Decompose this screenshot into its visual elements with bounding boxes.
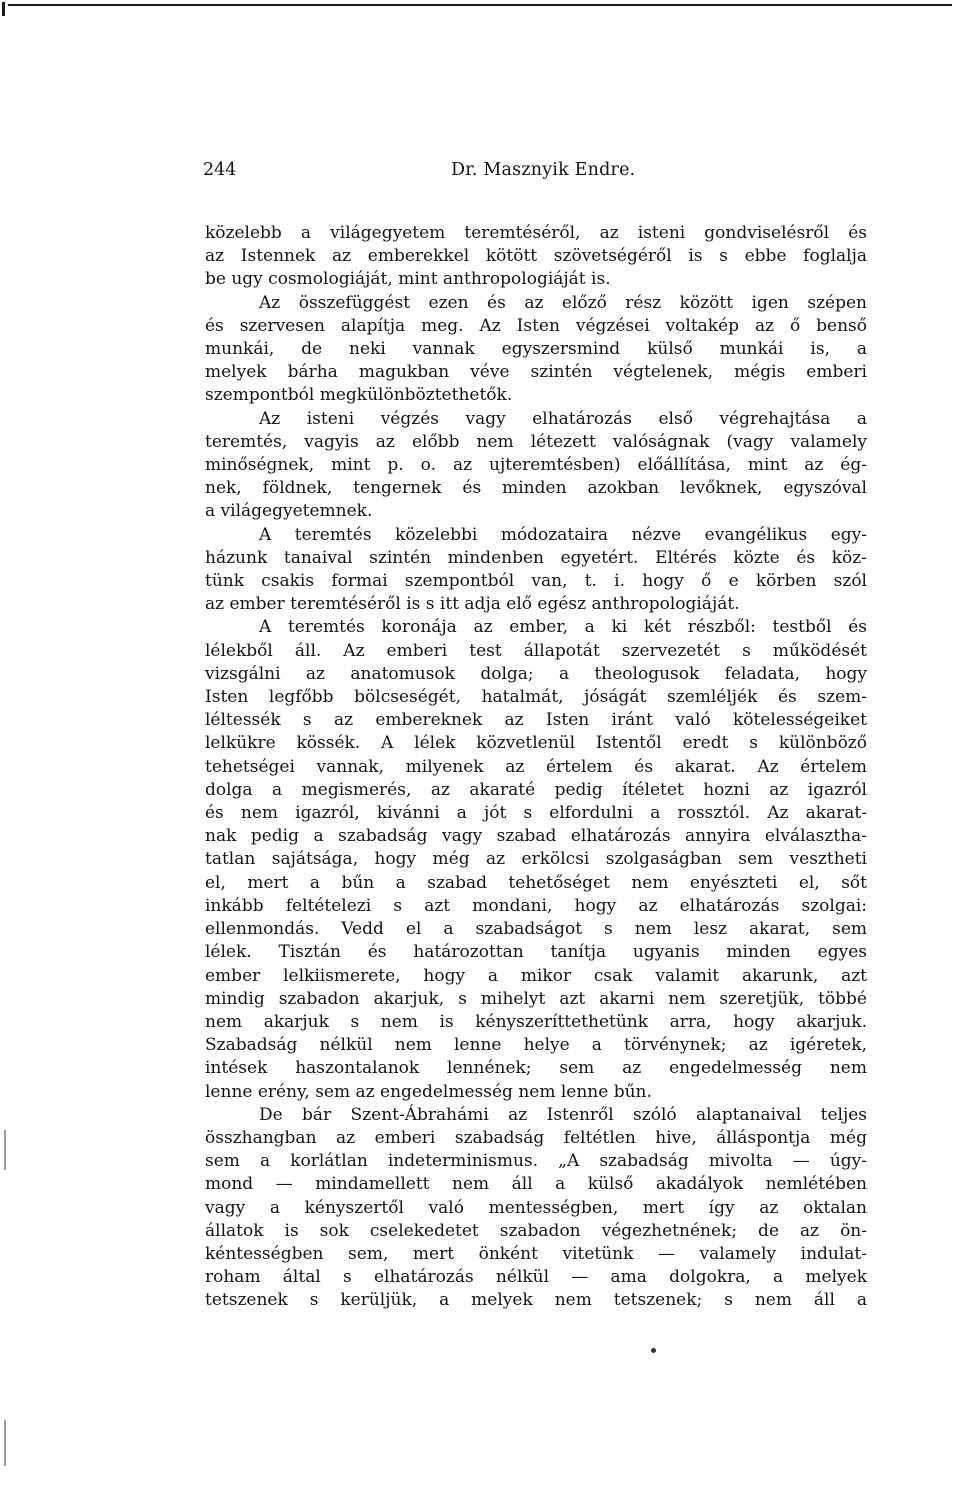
scan-edge-mark bbox=[2, 2, 5, 16]
text-line: A teremtés koronája az ember, a ki két részből: testből és bbox=[259, 617, 867, 638]
text-line: tünk csakis formai szempontból van, t. i. hogy ő e körben szól bbox=[205, 571, 867, 592]
text-line: el, mert a bűn a szabad tehetőséget nem enyészteti el, sőt bbox=[205, 872, 867, 893]
text-line: minőségnek, mint p. o. az ujteremtésben) előállítása, mint az ég- bbox=[205, 455, 867, 476]
text-line: Szabadság nélkül nem lenne helye a törvénynek; az igéretek, bbox=[205, 1035, 867, 1056]
page-number: 244 bbox=[203, 160, 237, 180]
text-line: be ugy cosmologiáját, mint anthropologiáját is. bbox=[205, 269, 611, 290]
text-line: intések haszontalanok lennének; sem az engedelmesség nem bbox=[205, 1058, 867, 1079]
text-line: melyek bárha magukban véve szintén végtelenek, mégis emberi bbox=[205, 362, 867, 383]
text-line: szempontból megkülönböztethetők. bbox=[205, 385, 513, 406]
ink-speck bbox=[651, 1348, 656, 1353]
text-line: dolga a megismerés, az akaraté pedig ítéletet hozni az igazról bbox=[205, 779, 867, 800]
text-line: kéntességben sem, mert önként vitetünk — valamely indulat- bbox=[205, 1243, 867, 1264]
running-head: Dr. Masznyik Endre. bbox=[451, 160, 636, 180]
margin-scan-mark bbox=[4, 1130, 6, 1170]
text-line: Isten legfőbb bölcseségét, hatalmát, jóságát szemléljék és szem- bbox=[205, 687, 867, 708]
text-line: nak pedig a szabadság vagy szabad elhatározás annyira elválasztha- bbox=[205, 826, 867, 847]
text-line: lelkükre kössék. A lélek közvetlenül Istentől eredt s különböző bbox=[205, 733, 867, 754]
text-line: tatlan sajátsága, hogy még az erkölcsi szolgaságban sem vesztheti bbox=[205, 849, 867, 870]
text-line: közelebb a világegyetem teremtéséről, az isteni gondviselésről és bbox=[205, 223, 867, 243]
margin-scan-mark bbox=[4, 1420, 6, 1466]
text-line: lélek. Tisztán és határozottan tanítja ugyanis minden egyes bbox=[205, 942, 867, 963]
text-line: Az összefüggést ezen és az előző rész között igen szépen bbox=[259, 292, 867, 313]
text-line: tehetségei vannak, milyenek az értelem és akarat. Az értelem bbox=[205, 756, 867, 777]
text-line: léltessék s az embereknek az Isten iránt való kötelességeiket bbox=[205, 710, 867, 731]
text-line: sem a korlátlan indeterminismus. „A szabadság mivolta — úgy- bbox=[205, 1151, 867, 1172]
text-line: Az isteni végzés vagy elhatározás első végrehajtása a bbox=[259, 408, 867, 429]
text-line: az Istennek az emberekkel kötött szövetségéről is s ebbe foglalja bbox=[205, 246, 867, 267]
text-line: állatok is sok cselekedetet szabadon végezhetnének; de az ön- bbox=[205, 1220, 867, 1241]
text-line: vagy a kényszertől való mentességben, mert így az oktalan bbox=[205, 1197, 867, 1218]
text-line: lélekből áll. Az emberi test állapotát szervezetét s működését bbox=[205, 640, 867, 661]
text-line: munkái, de neki vannak egyszersmind külső munkái is, a bbox=[205, 339, 867, 360]
text-line: De bár Szent-Ábrahámi az Istenről szóló alaptanaival teljes bbox=[259, 1104, 867, 1125]
text-line: mindig szabadon akarjuk, s mihelyt azt akarni nem szeretjük, többé bbox=[205, 988, 867, 1009]
text-line: inkább feltételezi s azt mondani, hogy az elhatározás szolgai: bbox=[205, 895, 867, 916]
page-top-rule bbox=[8, 4, 952, 6]
text-line: a világegyetemnek. bbox=[205, 501, 373, 522]
text-line: A teremtés közelebbi módozataira nézve evangélikus egy- bbox=[259, 524, 867, 545]
body-text bbox=[205, 222, 867, 1313]
text-line: teremtés, vagyis az előbb nem létezett valóságnak (vagy valamely bbox=[205, 431, 867, 452]
text-line: tetszenek s kerüljük, a melyek nem tetszenek; s nem áll a bbox=[205, 1290, 867, 1311]
text-line: roham által s elhatározás nélkül — ama dolgokra, a melyek bbox=[205, 1267, 867, 1288]
text-line: házunk tanaival szintén mindenben egyetért. Eltérés közte és köz- bbox=[205, 547, 867, 568]
text-line: mond — mindamellett nem áll a külső akadályok nemlétében bbox=[205, 1174, 867, 1195]
text-line: ellenmondás. Vedd el a szabadságot s nem lesz akarat, sem bbox=[205, 919, 867, 940]
page-header bbox=[203, 160, 868, 190]
text-line: lenne erény, sem az engedelmesség nem lenne bűn. bbox=[205, 1081, 652, 1102]
text-line: nek, földnek, tengernek és minden azokban levőknek, egyszóval bbox=[205, 478, 867, 499]
text-line: és szervesen alapítja meg. Az Isten végzései voltakép az ő benső bbox=[205, 315, 867, 336]
text-line: vizsgálni az anatomusok dolga; a theologusok feladata, hogy bbox=[205, 663, 867, 684]
text-line: összhangban az emberi szabadság feltétlen hive, álláspontja még bbox=[205, 1127, 867, 1148]
text-line: és nem igazról, kivánni a jót s elfordulni a rossztól. Az akarat- bbox=[205, 803, 867, 824]
text-line: nem akarjuk s nem is kényszeríttethetünk arra, hogy akarjuk. bbox=[205, 1011, 867, 1032]
text-line: ember lelkiismerete, hogy a mikor csak valamit akarunk, azt bbox=[205, 965, 867, 986]
text-line: az ember teremtéséről is s itt adja elő egész anthropologiáját. bbox=[205, 594, 740, 615]
